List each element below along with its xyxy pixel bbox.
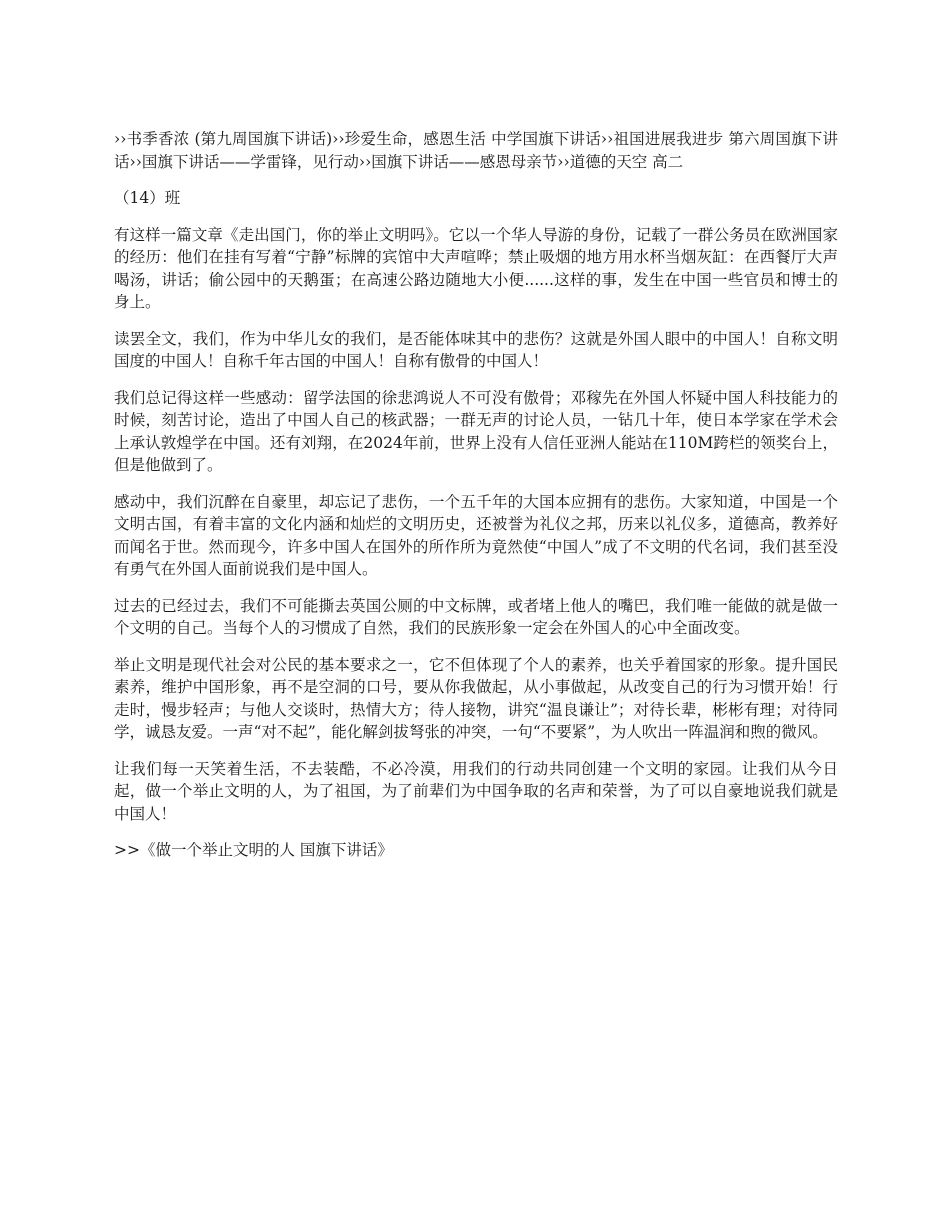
paragraph-civilized-behavior: 举止文明是现代社会对公民的基本要求之一，它不但体现了个人的素养，也关乎着国家的形象。提升国民素养，维护中国形象，再不是空洞的口号，要从你我做起，从小事做起，从改变自己的行为习惯开始！行走时，慢步轻声；与他人交谈时，热情大方；待人接物，讲究“温良谦让”；对待长辈，彬彬有理；对待同学，诚恳友爱。一声“对不起”，能化解剑拔弩张的冲突，一句“不要紧”，为人吹出一阵温润和煦的微风。	[114, 655, 838, 741]
paragraph-moving-stories: 我们总记得这样一些感动：留学法国的徐悲鸿说人不可没有傲骨；邓稼先在外国人怀疑中国人科技能力的时候，刻苦讨论，造出了中国人自己的核武器；一群无声的讨论人员，一钻几十年，使日本学家在学术会上承认敦煌学在中国。还有刘翔，在2024年前，世界上没有人信任亚洲人能站在110M跨栏的领奖台上，但是他做到了。	[114, 388, 838, 474]
paragraph-be-civilized-self: 过去的已经过去，我们不可能撕去英国公厕的中文标牌，或者堵上他人的嘴巴，我们唯一能做的就是做一个文明的自己。当每个人的习惯成了自然，我们的民族形象一定会在外国人的心中全面改变。	[114, 596, 838, 637]
paragraph-call-to-action: 让我们每一天笑着生活，不去装酷，不必冷漠，用我们的行动共同创建一个文明的家园。让我们从今日起，做一个举止文明的人，为了祖国，为了前辈们为中国争取的名声和荣誉，为了可以自豪地说我们就是中国人！	[114, 759, 838, 823]
related-links-line[interactable]: ››书季香浓 (第九周国旗下讲话)››珍爱生命，感恩生活 中学国旗下讲话››祖国进展我进步 第六周国旗下讲话››国旗下讲话——学雷锋，见行动››国旗下讲话——感恩母亲节››道德的天空 高二	[114, 130, 838, 171]
class-label: （14）班	[114, 189, 181, 207]
document-body	[114, 128, 838, 876]
paragraph-reflection: 读罢全文，我们，作为中华儿女的我们，是否能体味其中的悲伤？这就是外国人眼中的中国人！自称文明国度的中国人！自称千年古国的中国人！自称有傲骨的中国人！	[114, 329, 838, 370]
paragraph-pride-and-sorrow: 感动中，我们沉醉在自豪里，却忘记了悲伤，一个五千年的大国本应拥有的悲伤。大家知道，中国是一个文明古国，有着丰富的文化内涵和灿烂的文明历史，还被誉为礼仪之邦，历来以礼仪多，道德高，教养好而闻名于世。然而现今，许多中国人在国外的所作所为竟然使“中国人”成了不文明的代名词，我们甚至没有勇气在外国人面前说我们是中国人。	[114, 492, 838, 578]
paragraph-intro: 有这样一篇文章《走出国门，你的举止文明吗》。它以一个华人导游的身份，记载了一群公务员在欧洲国家的经历：他们在挂有写着“宁静”标牌的宾馆中大声喧哗；禁止吸烟的地方用水杯当烟灰缸：在西餐厅大声喝汤，讲话；偷公园中的天鹅蛋；在高速公路边随地大小便......这样的事，发生在中国一些官员和博士的身上。	[114, 225, 838, 311]
source-link[interactable]: >>《做一个举止文明的人 国旗下讲话》	[114, 841, 393, 859]
